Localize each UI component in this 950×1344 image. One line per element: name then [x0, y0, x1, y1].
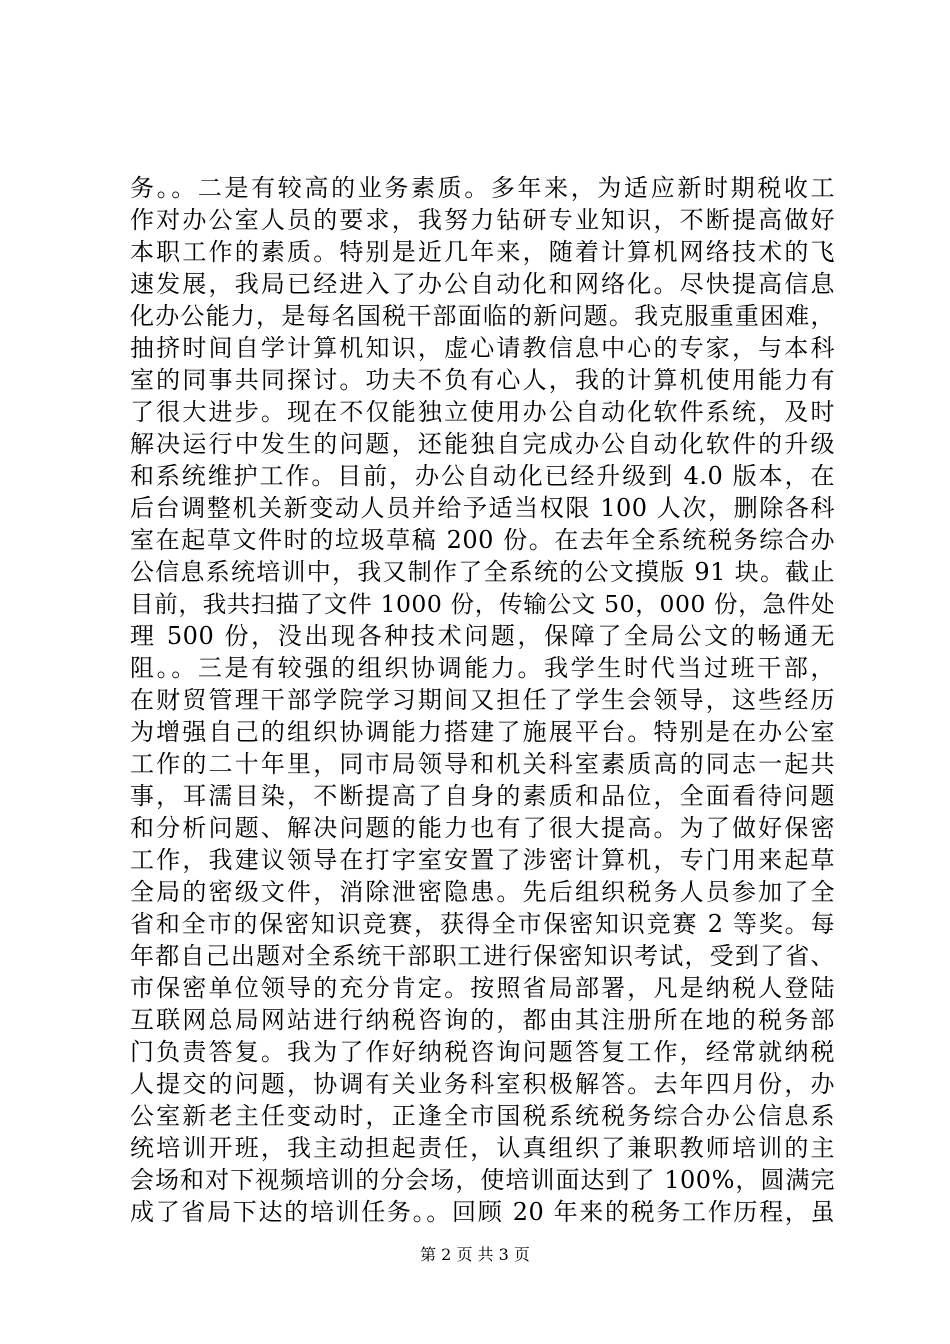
text-line: 成了省局下达的培训任务。。回顾 20 年来的税务工作历程，虽: [130, 1198, 835, 1226]
text-line: 解决运行中发生的问题，还能独自完成办公自动化软件的升级: [130, 430, 835, 458]
text-line: 省和全市的保密知识竞赛，获得全市保密知识竞赛 2 等奖。每: [130, 910, 835, 938]
text-line: 目前，我共扫描了文件 1000 份，传输公文 50，000 份，急件处: [130, 590, 835, 618]
text-line: 室的同事共同探讨。功夫不负有心人，我的计算机使用能力有: [130, 366, 835, 394]
text-line: 事，耳濡目染，不断提高了自身的素质和品位，全面看待问题: [130, 782, 835, 810]
text-line: 会场和对下视频培训的分会场，使培训面达到了 100%，圆满完: [130, 1166, 835, 1194]
text-line: 互联网总局网站进行纳税咨询的，都由其注册所在地的税务部: [130, 1006, 835, 1034]
text-line: 作对办公室人员的要求，我努力钻研专业知识，不断提高做好: [130, 206, 835, 234]
text-line: 速发展，我局已经进入了办公自动化和网络化。尽快提高信息: [130, 270, 835, 298]
body-text: [130, 172, 835, 1228]
page-footer: 第 2 页 共 3 页: [420, 1245, 530, 1264]
text-line: 工作的二十年里，同市局领导和机关科室素质高的同志一起共: [130, 750, 835, 778]
text-line: 和系统维护工作。目前，办公自动化已经升级到 4.0 版本，在: [130, 462, 835, 490]
text-line: 市保密单位领导的充分肯定。按照省局部署，凡是纳税人登陆: [130, 974, 835, 1002]
text-line: 人提交的问题，协调有关业务科室积极解答。去年四月份，办: [130, 1070, 835, 1098]
text-line: 阻。。三是有较强的组织协调能力。我学生时代当过班干部，: [130, 654, 835, 682]
text-line: 门负责答复。我为了作好纳税咨询问题答复工作，经常就纳税: [130, 1038, 835, 1066]
text-line: 务。。二是有较高的业务素质。多年来，为适应新时期税收工: [130, 174, 835, 202]
text-line: 为增强自己的组织协调能力搭建了施展平台。特别是在办公室: [130, 718, 835, 746]
text-line: 公信息系统培训中，我又制作了全系统的公文摸版 91 块。截止: [130, 558, 835, 586]
text-line: 本职工作的素质。特别是近几年来，随着计算机网络技术的飞: [130, 238, 835, 266]
text-line: 化办公能力，是每名国税干部面临的新问题。我克服重重困难，: [130, 302, 835, 330]
text-line: 后台调整机关新变动人员并给予适当权限 100 人次，删除各科: [130, 494, 835, 522]
text-line: 室在起草文件时的垃圾草稿 200 份。在去年全系统税务综合办: [130, 526, 835, 554]
text-line: 了很大进步。现在不仅能独立使用办公自动化软件系统，及时: [130, 398, 835, 426]
text-line: 在财贸管理干部学院学习期间又担任了学生会领导，这些经历: [130, 686, 835, 714]
text-line: 工作，我建议领导在打字室安置了涉密计算机，专门用来起草: [130, 846, 835, 874]
text-line: 和分析问题、解决问题的能力也有了很大提高。为了做好保密: [130, 814, 835, 842]
text-line: 理 500 份，没出现各种技术问题，保障了全局公文的畅通无: [130, 622, 835, 650]
text-line: 统培训开班，我主动担起责任，认真组织了兼职教师培训的主: [130, 1134, 835, 1162]
text-line: 公室新老主任变动时，正逢全市国税系统税务综合办公信息系: [130, 1102, 835, 1130]
text-line: 抽挤时间自学计算机知识，虚心请教信息中心的专家，与本科: [130, 334, 835, 362]
text-line: 全局的密级文件，消除泄密隐患。先后组织税务人员参加了全: [130, 878, 835, 906]
text-line: 年都自己出题对全系统干部职工进行保密知识考试，受到了省、: [130, 942, 835, 970]
